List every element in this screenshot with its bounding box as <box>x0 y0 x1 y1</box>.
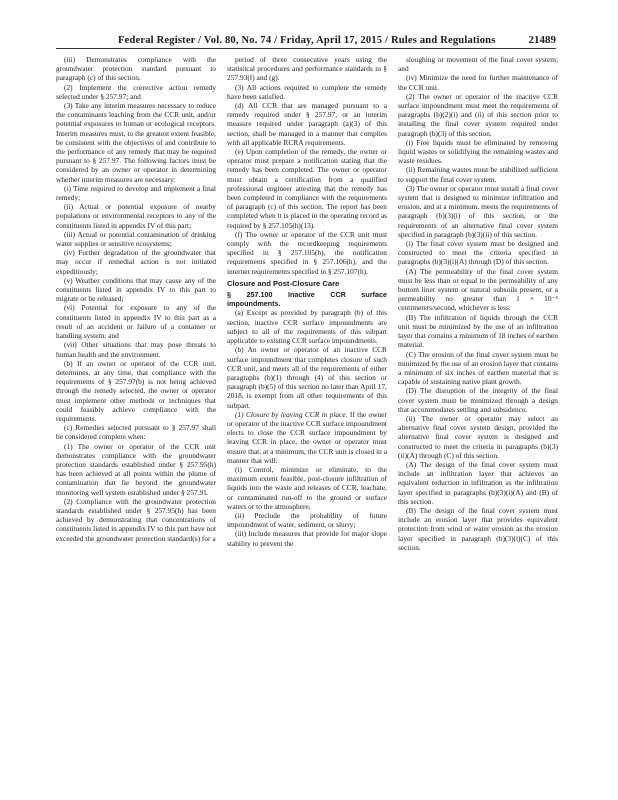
section-title: Inactive CCR surface impoundments. <box>227 290 387 309</box>
column-1 <box>56 55 216 773</box>
italic-lead: (1) Closure by leaving CCR in place. <box>235 409 348 419</box>
paragraph: (ii) Preclude the probability of future impoundment of water, sediment, or slurry; <box>227 510 387 530</box>
paragraph: (3) The owner or operator must install a final cover system that is designed to minimize infiltration and erosion, and at a minimum, meets the requirements of paragraph (b)(3)(i) of this section, or the requirements of an alternative final cover system specified in paragraph (b)(3)(ii) of this section. <box>398 183 558 239</box>
text-columns <box>56 55 558 773</box>
paragraph: (ii) The owner or operator may select an alternative final cover system design, provided the alternative final cover system is designed and constructed to meet the criteria in paragraphs (b)(3)(ii)(A) through (C) of this section. <box>398 413 558 460</box>
section-caption <box>227 290 387 308</box>
paragraph: (i) Free liquids must be eliminated by removing liquid wastes or solidifying the remaining wastes and waste residues. <box>398 137 558 166</box>
paragraph: (b) An owner or operator of an inactive CCR surface impoundment that completes closure of such CCR unit, and meets all of the requirements of either paragraphs (b)(1) through (4) of this section or paragraph (b)(5) of this section no later than April 17, 2018, is exempt from all other requirements of this subpart. <box>227 345 387 410</box>
paragraph: (3) All actions required to complete the remedy have been satisfied. <box>227 82 387 101</box>
paragraph: (e) Upon completion of the remedy, the owner or operator must prepare a notification stating that the remedy has been completed. The owner or operator must obtain a certification from a qualified professional engineer attesting that the remedy has been completed in compliance with the requirements of paragraph (c) of this section. The report has been completed when it is placed in the operating record as required by § 257.105(h)(13). <box>227 147 387 230</box>
paragraph: (3) Take any interim measures necessary to reduce the contaminants leaching from the CCR unit, and/or potential exposures to human or ecological receptors. Interim measures must, to the greatest extent feasible, be consistent with the objectives of and contribute to the performance of any remedy that may be required pursuant to § 257.97. The following factors must be considered by an owner or operator in determining whether interim measures are necessary: <box>56 101 216 184</box>
paragraph: (2) Implement the corrective action remedy selected under § 257.97; and <box>56 82 216 101</box>
paragraph: (iv) Further degradation of the groundwater that may occur if remedial action is not initiated expeditiously; <box>56 248 216 276</box>
paragraph: (B) The infiltration of liquids through the CCR unit must be minimized by the use of an infiltration layer that contains a minimum of 18 inches of earthen material. <box>398 312 558 350</box>
paragraph <box>227 410 387 465</box>
paragraph: (i) The final cover system must be designed and constructed to meet the criteria specified in paragraphs (b)(3)(i)(A) through (D) of this section. <box>398 239 558 267</box>
column-2 <box>227 55 387 773</box>
paragraph: (i) Control, minimize or eliminate, to the maximum extent feasible, post-closure infiltration of liquids into the waste and releases of CCR, leachate, or contaminated run-off to the ground or surface waters or to the atmosphere; <box>227 464 387 511</box>
paragraph: (b) If an owner or operator of the CCR unit, determines, at any time, that compliance with the requirements of § 257.97(b) is not being achieved through the remedy selected, the owner or operator must implement other methods or techniques that could feasibly achieve compliance with the requirements. <box>56 358 216 423</box>
paragraph: (2) The owner or operator of the inactive CCR surface impoundment must meet the requirements of paragraphs (b)(2)(i) and (ii) of this section prior to installing the final cover system required under paragraph (b)(3) of this section. <box>398 91 558 138</box>
paragraph: (vii) Other situations that may pose threats to human health and the environment. <box>56 340 216 359</box>
paragraph: (iii) Actual or potential contamination of drinking water supplies or sensitive ecosystems; <box>56 229 216 249</box>
paragraph: (A) The permeability of the final cover system must be less than or equal to the permeability of any bottom liner system or natural subsoils present, or a permeability no greater than 1 × 10⁻⁵ centimeters/second, whichever is less. <box>398 266 558 313</box>
paragraph: (d) All CCR that are managed pursuant to a remedy required under § 257.97, or an interim measure required under paragraph (a)(3) of this section, shall be managed in a manner that complies with all applicable RCRA requirements. <box>227 101 387 147</box>
header-rule <box>56 48 556 49</box>
paragraph: (ii) Actual or potential exposure of nearby populations or environmental receptors to any of the constituents listed in appendix IV of this part; <box>56 202 216 230</box>
paragraph: (D) The disruption of the integrity of the final cover system must be minimized through a design that accommodates settling and subsidence. <box>398 386 558 414</box>
paragraph: (ii) Remaining wastes must be stabilized sufficient to support the final cover system. <box>398 165 558 184</box>
paragraph: (iii) Include measures that provide for major slope stability to prevent the <box>227 529 387 548</box>
paragraph: (iv) Minimize the need for further maintenance of the CCR unit. <box>398 73 558 92</box>
paragraph: (B) The design of the final cover system must include an erosion layer that provides equivalent protection from wind or water erosion as the erosion layer specified in paragraph (b)(3)(i)(C) of this section. <box>398 505 558 552</box>
paragraph: (a) Except as provided by paragraph (b) of this section, inactive CCR surface impoundments are subject to all of the requirements of this subpart applicable to existing CCR surface impoundments. <box>227 308 387 346</box>
paragraph: (vi) Potential for exposure to any of the constituents listed in appendix IV to this part as a result of an accident or failure of a container or handling system; and <box>56 303 216 341</box>
paragraph: (c) Remedies selected pursuant to § 257.97 shall be considered complete when: <box>56 423 216 442</box>
paragraph: (i) Time required to develop and implement a final remedy; <box>56 183 216 203</box>
page-header <box>118 34 556 46</box>
paragraph: (2) Compliance with the groundwater protection standards established under § 257.95(h) has been achieved by demonstrating that concentrations of constituents listed in appendix IV to this part have not exceeded the groundwater protection standard(s) for a <box>56 496 216 543</box>
paragraph: sloughing or movement of the final cover system; and <box>398 55 558 74</box>
section-number: § 257.100 <box>227 290 273 300</box>
section-heading: Closure and Post-Closure Care <box>227 278 340 288</box>
column-3 <box>398 55 558 773</box>
paragraph: (1) The owner or operator of the CCR unit demonstrates compliance with the groundwater protection standards established under § 257.95(h) has been achieved at all points within the plume of contamination that lie beyond the groundwater monitoring well system established under § 257.91. <box>56 441 216 497</box>
paragraph: period of three consecutive years using the statistical procedures and performance standards in § 257.93(f) and (g). <box>227 55 387 83</box>
paragraph: (A) The design of the final cover system must include an infiltration layer that achieves an equivalent reduction in infiltration as the infiltration layer specified in paragraphs (b)(3)(i)(A) and (B) of this section. <box>398 459 558 506</box>
page-number: 21489 <box>528 34 556 46</box>
paragraph: (v) Weather conditions that may cause any of the constituents listed in appendix IV to this part to migrate or be released; <box>56 275 216 304</box>
italic-lead-rest: If the owner or operator of the inactive CCR surface impoundment elects to close the CCR surface impoundment by leaving CCR in place, the owner or operator must ensure that, at a minimum, the CCR unit is closed in a manner that will: <box>227 409 387 465</box>
paragraph: (C) The erosion of the final cover system must be minimized by the use of an erosion layer that contains a minimum of six inches of earthen material that is capable of sustaining native plant growth. <box>398 349 558 387</box>
paragraph: (f) The owner or operator of the CCR unit must comply with the recordkeeping requirements specified in § 257.105(h), the notification requirements specified in § 257.106(h), and the internet requirements specified in § 257.107(h). <box>227 229 387 276</box>
running-head: Federal Register / Vol. 80, No. 74 / Friday, April 17, 2015 / Rules and Regulations <box>118 35 496 46</box>
paragraph: (iii) Demonstrates compliance with the groundwater protection standard pursuant to paragraph (c) of this section. <box>56 55 216 83</box>
